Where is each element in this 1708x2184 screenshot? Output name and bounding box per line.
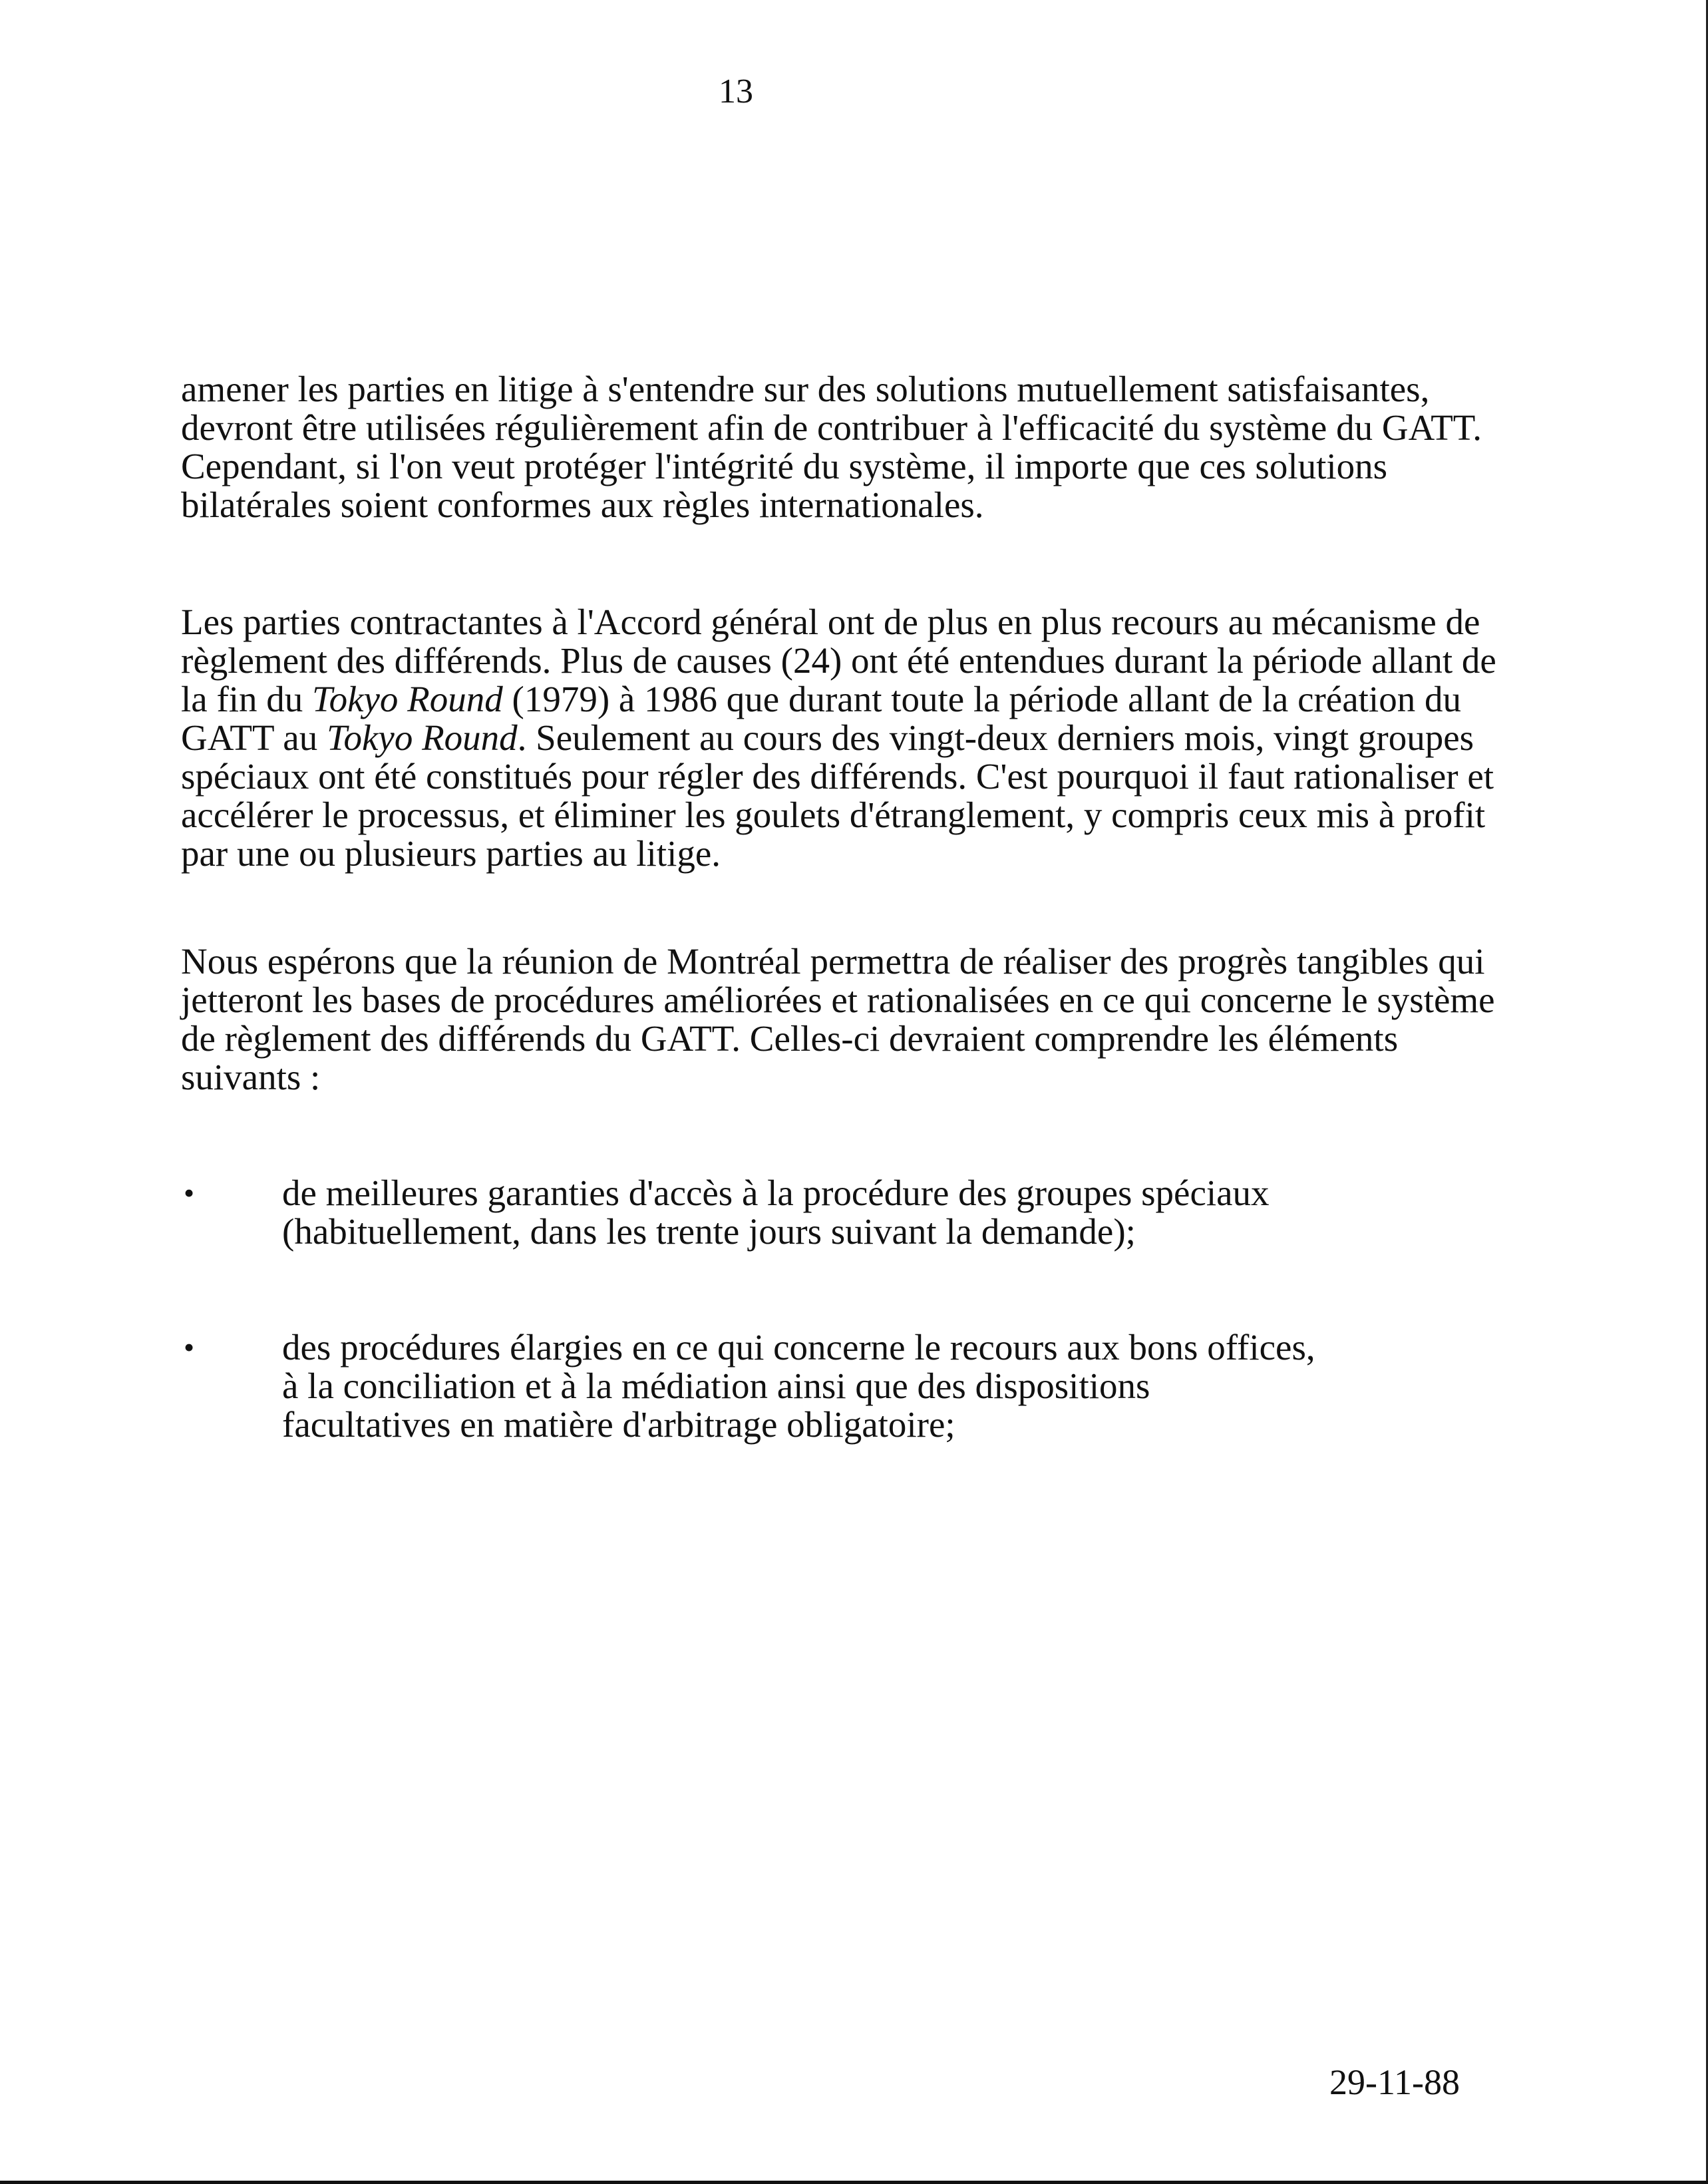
paragraph-2-italic-b: Tokyo Round: [326, 717, 518, 758]
paragraph-2-italic-a: Tokyo Round: [312, 679, 503, 719]
paragraph-3: Nous espérons que la réunion de Montréal permettra de réaliser des progrès tangibles qui jetteront les bases de procédures améliorées et rationalisées en ce qui concerne le système de règlement des différends du GATT. Celles-ci devraient comprendre les éléments suivants :: [181, 941, 1495, 1097]
bullet-item-text: des procédures élargies en ce qui concerne le recours aux bons offices, à la conciliation et à la médiation ainsi que des dispositions facultatives en matière d'arbitrage obligatoire;: [282, 1327, 1315, 1445]
scan-edge-bottom: [0, 2181, 1708, 2184]
paragraph-2-text-b: (1979) à 1986 que durant toute la période allant de la création du GATT au: [181, 679, 1461, 758]
paragraph-2: [181, 603, 1518, 873]
page-number: 13: [719, 73, 753, 110]
document-date: 29-11-88: [1329, 2062, 1460, 2102]
paragraph-2-text-c: . Seulement au cours des vingt-deux derniers mois, vingt groupes spéciaux ont été constitués pour régler des différends. C'est pourquoi il faut rationaliser et accélérer le processus, et éliminer les goulets d'étranglement, y compris ceux mis à profit par une ou plusieurs parties au litige.: [181, 717, 1494, 874]
paragraph-2-text-a: Les parties contractantes à l'Accord général ont de plus en plus recours au mécanisme de règlement des différends. Plus de causes (24) ont été entendues durant la période allant de la fin du: [181, 602, 1496, 719]
bullet-marker: •: [184, 1330, 195, 1364]
bullet-marker: •: [184, 1176, 195, 1210]
bullet-item-text: de meilleures garanties d'accès à la procédure des groupes spéciaux (habituellement, dans les trente jours suivant la demande);: [282, 1173, 1270, 1252]
paragraph-1: amener les parties en litige à s'entendre sur des solutions mutuellement satisfaisantes, devront être utilisées régulièrement afin de contribuer à l'efficacité du système du GATT. Cependant, si l'on veut protéger l'intégrité du système, il importe que ces solutions bilatérales soient conformes aux règles internationales.: [181, 369, 1482, 525]
